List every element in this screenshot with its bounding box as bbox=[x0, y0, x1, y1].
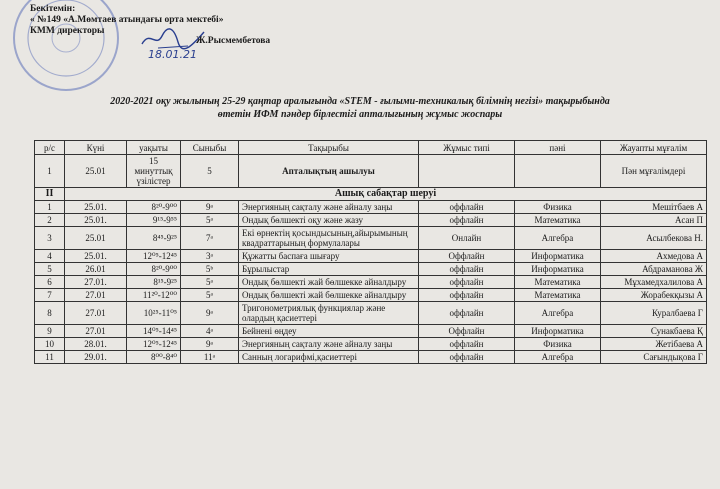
table-row bbox=[35, 276, 707, 289]
cell-work-type: оффлайн bbox=[419, 214, 515, 227]
cell-teacher: Ахмедова А bbox=[601, 250, 707, 263]
table-row-opening bbox=[35, 155, 707, 188]
table-row bbox=[35, 227, 707, 250]
cell-subject: Алгебра bbox=[515, 302, 601, 325]
cell-teacher: Асан П bbox=[601, 214, 707, 227]
cell-date: 25.01 bbox=[65, 155, 127, 188]
table-row bbox=[35, 201, 707, 214]
cell-teacher: Жетібаева А bbox=[601, 338, 707, 351]
cell-work-type bbox=[419, 155, 515, 188]
cell-grade: 5 bbox=[181, 155, 239, 188]
section-label: Ашық сабақтар шеруі bbox=[65, 188, 707, 201]
cell-time: 8²⁰-9⁰⁰ bbox=[127, 201, 181, 214]
cell-teacher: Асылбекова Н. bbox=[601, 227, 707, 250]
document-title-line-2: өтетін ИФМ пәндер бірлестігі апталығының жұмыс жоспары bbox=[217, 109, 503, 120]
cell-teacher: Мешітбаев А bbox=[601, 201, 707, 214]
table-row bbox=[35, 338, 707, 351]
cell-time: 9¹⁵-9⁵⁵ bbox=[127, 214, 181, 227]
cell-date: 25.01. bbox=[65, 250, 127, 263]
cell-subject bbox=[515, 155, 601, 188]
cell-subject: Физика bbox=[515, 201, 601, 214]
cell-work-type: оффлайн bbox=[419, 201, 515, 214]
cell-num: 9 bbox=[35, 325, 65, 338]
cell-teacher: Жорабекқызы А bbox=[601, 289, 707, 302]
cell-teacher: Сунакбаева Қ bbox=[601, 325, 707, 338]
cell-subject: Алгебра bbox=[515, 227, 601, 250]
cell-work-type: оффлайн bbox=[419, 338, 515, 351]
cell-work-type: оффлайн bbox=[419, 302, 515, 325]
header-time: уақыты bbox=[127, 141, 181, 155]
cell-grade: 9ᵃ bbox=[181, 201, 239, 214]
cell-date: 28.01. bbox=[65, 338, 127, 351]
cell-grade: 9ᵃ bbox=[181, 302, 239, 325]
table-row bbox=[35, 263, 707, 276]
cell-grade: 3ᵃ bbox=[181, 250, 239, 263]
table-row bbox=[35, 351, 707, 364]
cell-topic: Екі өрнектің қосындысының,айырымының квадраттарының формулалары bbox=[239, 227, 419, 250]
cell-time: 8⁰⁰-8⁴⁰ bbox=[127, 351, 181, 364]
table-row bbox=[35, 250, 707, 263]
cell-teacher: Куралбаева Г bbox=[601, 302, 707, 325]
header-topic: Тақырыбы bbox=[239, 141, 419, 155]
cell-date: 26.01 bbox=[65, 263, 127, 276]
cell-topic: Ондық бөлшекті жай бөлшекке айналдыру bbox=[239, 276, 419, 289]
approval-block bbox=[30, 4, 223, 37]
cell-work-type: Оффлайн bbox=[419, 325, 515, 338]
cell-grade: 5ᵇ bbox=[181, 263, 239, 276]
cell-subject: Информатика bbox=[515, 263, 601, 276]
cell-grade: 4ᵃ bbox=[181, 325, 239, 338]
cell-num: 1 bbox=[35, 155, 65, 188]
table-row bbox=[35, 214, 707, 227]
cell-grade: 9ᵃ bbox=[181, 338, 239, 351]
cell-work-type: оффлайн bbox=[419, 263, 515, 276]
cell-teacher: Абдраманова Ж bbox=[601, 263, 707, 276]
cell-time: 12⁰⁵-12⁴⁵ bbox=[127, 338, 181, 351]
cell-subject: Алгебра bbox=[515, 351, 601, 364]
cell-time: 8⁴⁵-9²⁵ bbox=[127, 227, 181, 250]
document-title-line-1: 2020-2021 оқу жылының 25-29 қаңтар аралығында «STEM - ғылыми-техникалық білімнің негізі» тақырыбында bbox=[110, 96, 610, 107]
cell-num: 6 bbox=[35, 276, 65, 289]
cell-subject: Информатика bbox=[515, 250, 601, 263]
cell-subject: Математика bbox=[515, 276, 601, 289]
header-date: Күні bbox=[65, 141, 127, 155]
section-num: II bbox=[35, 188, 65, 201]
cell-work-type: Онлайн bbox=[419, 227, 515, 250]
cell-topic: Тригонометриялық функциялар және олардың қасиеттері bbox=[239, 302, 419, 325]
section-row bbox=[35, 188, 707, 201]
director-name: Ж.Рысмембетова bbox=[196, 36, 271, 46]
school-name: « №149 «А.Мөмтаев атындағы орта мектебі» bbox=[30, 15, 224, 25]
cell-num: 7 bbox=[35, 289, 65, 302]
cell-topic: Апталықтың ашылуы bbox=[239, 155, 419, 188]
cell-time: 10²⁵-11⁰⁵ bbox=[127, 302, 181, 325]
header-teacher: Жауапты мұғалім bbox=[601, 141, 707, 155]
header-num: р/с bbox=[35, 141, 65, 155]
cell-date: 27.01. bbox=[65, 276, 127, 289]
cell-num: 4 bbox=[35, 250, 65, 263]
cell-num: 5 bbox=[35, 263, 65, 276]
cell-topic: Бейнені өңдеу bbox=[239, 325, 419, 338]
cell-num: 1 bbox=[35, 201, 65, 214]
cell-num: 10 bbox=[35, 338, 65, 351]
director-position: КММ директоры bbox=[30, 26, 105, 36]
cell-num: 11 bbox=[35, 351, 65, 364]
table-row bbox=[35, 325, 707, 338]
cell-topic: Энергияның сақталу және айналу заңы bbox=[239, 201, 419, 214]
cell-date: 25.01. bbox=[65, 201, 127, 214]
table-row bbox=[35, 289, 707, 302]
cell-grade: 5ᵃ bbox=[181, 214, 239, 227]
header-subject: пәні bbox=[515, 141, 601, 155]
cell-topic: Ондық бөлшекті оқу және жазу bbox=[239, 214, 419, 227]
cell-time: 8²⁰-9⁰⁰ bbox=[127, 263, 181, 276]
cell-time: 12⁰⁵-12⁴⁵ bbox=[127, 250, 181, 263]
cell-date: 27.01 bbox=[65, 325, 127, 338]
cell-topic: Құжатты баспаға шығару bbox=[239, 250, 419, 263]
cell-time: 11²⁰-12⁰⁰ bbox=[127, 289, 181, 302]
cell-subject: Физика bbox=[515, 338, 601, 351]
cell-subject: Информатика bbox=[515, 325, 601, 338]
cell-date: 25.01 bbox=[65, 227, 127, 250]
table-header-row bbox=[35, 141, 707, 155]
cell-teacher: Мұхамедхалилова А bbox=[601, 276, 707, 289]
cell-teacher: Пән мұғалімдері bbox=[601, 155, 707, 188]
cell-work-type: оффлайн bbox=[419, 276, 515, 289]
signature-date: 18.01.21 bbox=[148, 48, 197, 61]
cell-grade: 5ᵃ bbox=[181, 276, 239, 289]
cell-work-type: Оффлайн bbox=[419, 250, 515, 263]
cell-time: 14⁰⁵-14⁴⁵ bbox=[127, 325, 181, 338]
work-plan-table bbox=[34, 140, 707, 364]
cell-topic: Санның логарифмі,қасиеттері bbox=[239, 351, 419, 364]
cell-subject: Математика bbox=[515, 289, 601, 302]
cell-num: 3 bbox=[35, 227, 65, 250]
cell-time: 8¹⁵-9²⁵ bbox=[127, 276, 181, 289]
cell-num: 2 bbox=[35, 214, 65, 227]
cell-date: 25.01. bbox=[65, 214, 127, 227]
approval-heading: Бекітемін: bbox=[30, 4, 76, 14]
header-work-type: Жұмыс типі bbox=[419, 141, 515, 155]
cell-num: 8 bbox=[35, 302, 65, 325]
cell-time: 15 минуттық үзілістер bbox=[127, 155, 181, 188]
cell-date: 29.01. bbox=[65, 351, 127, 364]
header-grade: Сыныбы bbox=[181, 141, 239, 155]
cell-grade: 7ᵃ bbox=[181, 227, 239, 250]
cell-topic: Ондық бөлшекті жай бөлшекке айналдыру bbox=[239, 289, 419, 302]
cell-grade: 5ᵃ bbox=[181, 289, 239, 302]
table-row bbox=[35, 302, 707, 325]
cell-date: 27.01 bbox=[65, 289, 127, 302]
cell-work-type: оффлайн bbox=[419, 351, 515, 364]
cell-teacher: Сағындықова Г bbox=[601, 351, 707, 364]
cell-work-type: оффлайн bbox=[419, 289, 515, 302]
cell-topic: Бұрылыстар bbox=[239, 263, 419, 276]
cell-grade: 11ᵃ bbox=[181, 351, 239, 364]
cell-subject: Математика bbox=[515, 214, 601, 227]
cell-date: 27.01 bbox=[65, 302, 127, 325]
cell-topic: Энергияның сақталу және айналу заңы bbox=[239, 338, 419, 351]
